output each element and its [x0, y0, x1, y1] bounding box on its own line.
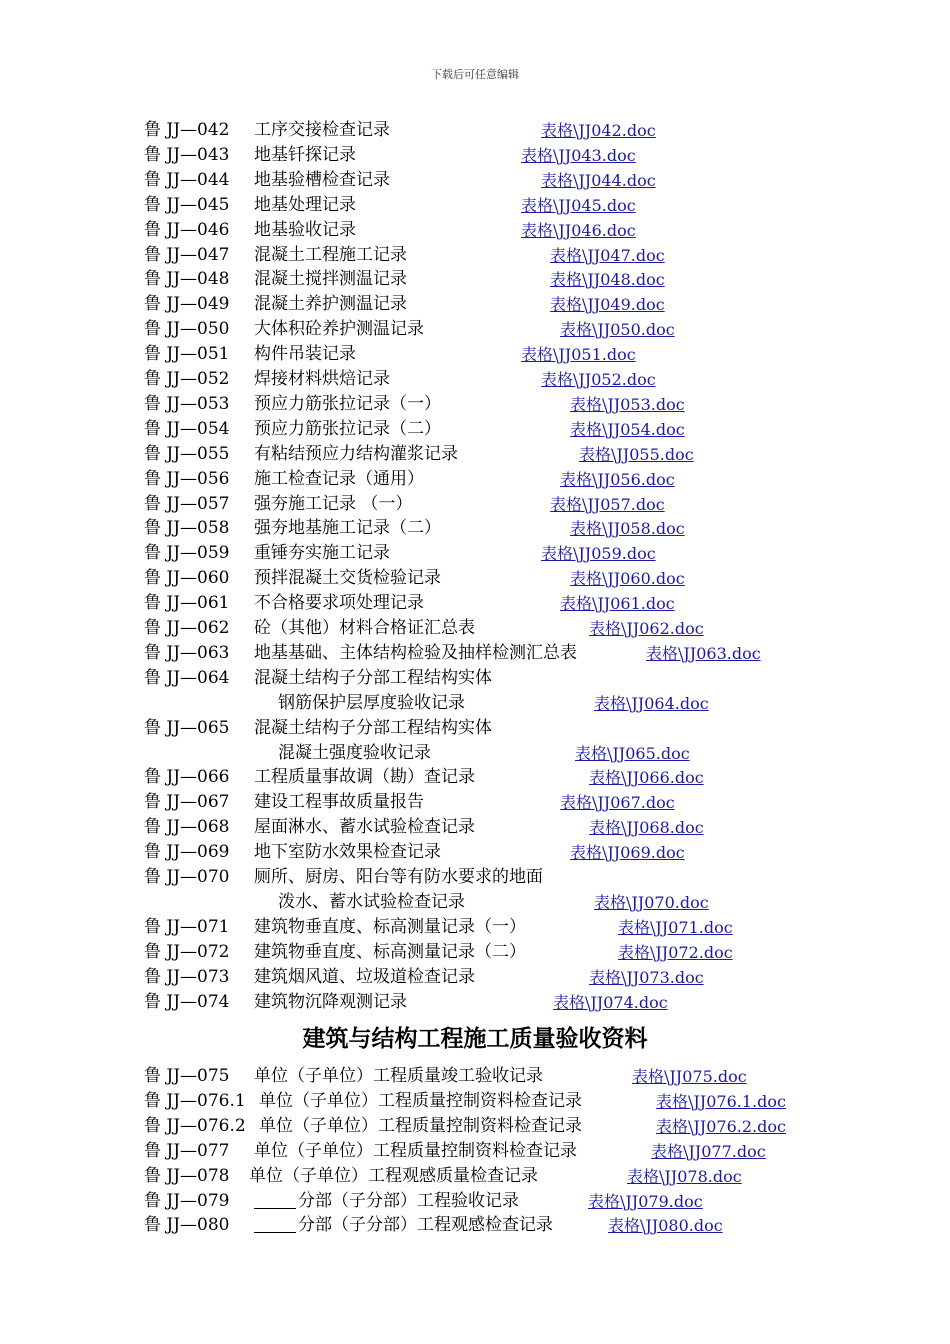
- form-link[interactable]: 表格\JJ046.doc: [521, 220, 636, 240]
- form-name-text: 单位（子单位）工程质量控制资料检查记录: [259, 1115, 582, 1136]
- form-link[interactable]: 表格\JJ067.doc: [560, 793, 675, 813]
- form-name: 预拌混凝土交货检验记录: [254, 568, 441, 589]
- form-code: 鲁 JJ—076.2: [144, 1115, 246, 1136]
- form-code: 鲁 JJ—045: [144, 194, 230, 215]
- section-title: 建筑与结构工程施工质量验收资料: [302, 1025, 648, 1052]
- form-name: 地下室防水效果检查记录: [254, 842, 441, 863]
- form-name: 工程质量事故调（勘）查记录: [254, 767, 475, 788]
- form-code: 鲁 JJ—043: [144, 144, 230, 165]
- blank-line: [254, 1214, 296, 1233]
- form-code: 鲁 JJ—054: [144, 418, 230, 439]
- form-code: 鲁 JJ—059: [144, 543, 230, 564]
- form-name: [254, 1213, 553, 1238]
- form-code: 鲁 JJ—046: [144, 219, 230, 240]
- form-name-text: 分部（子分部）工程验收记录: [298, 1190, 519, 1211]
- form-name: 建筑物垂直度、标高测量记录（一）: [254, 916, 526, 937]
- form-link[interactable]: 表格\JJ070.doc: [594, 892, 709, 912]
- form-code: 鲁 JJ—072: [144, 941, 230, 962]
- form-link[interactable]: 表格\JJ065.doc: [575, 743, 690, 763]
- form-name-text: 单位（子单位）工程质量控制资料检查记录: [259, 1090, 582, 1111]
- form-code: 鲁 JJ—055: [144, 443, 230, 464]
- list-item-continuation: [278, 691, 709, 716]
- form-code: 鲁 JJ—056: [144, 468, 230, 489]
- form-name: 砼（其他）材料合格证汇总表: [254, 618, 475, 638]
- form-name: 混凝土工程施工记录: [254, 244, 407, 265]
- form-name: 重锤夯实施工记录: [254, 543, 390, 564]
- form-name: 地基基础、主体结构检验及抽样检测汇总表: [254, 642, 577, 663]
- form-name-text: 单位（子单位）工程质量竣工验收记录: [254, 1066, 543, 1086]
- form-name: 工序交接检查记录: [254, 120, 390, 140]
- form-name: [259, 1114, 582, 1139]
- form-code: 鲁 JJ—074: [144, 991, 230, 1012]
- form-link[interactable]: 表格\JJ068.doc: [589, 818, 704, 838]
- form-code: 鲁 JJ—078: [144, 1165, 230, 1186]
- form-name: 混凝土结构子分部工程结构实体: [254, 667, 492, 688]
- form-link[interactable]: 表格\JJ076.2.doc: [656, 1116, 786, 1136]
- form-name: 建筑物垂直度、标高测量记录（二）: [254, 941, 526, 962]
- form-code: 鲁 JJ—080: [144, 1215, 230, 1236]
- form-name: 预应力筋张拉记录（一）: [254, 393, 441, 414]
- form-code: 鲁 JJ—061: [144, 593, 230, 614]
- form-name: [254, 1064, 543, 1089]
- form-link[interactable]: 表格\JJ069.doc: [570, 843, 685, 863]
- form-link[interactable]: 表格\JJ053.doc: [570, 394, 685, 414]
- form-link[interactable]: 表格\JJ058.doc: [570, 519, 685, 539]
- form-name: 不合格要求项处理记录: [254, 593, 424, 614]
- form-name: 强夯施工记录 （一）: [254, 493, 413, 514]
- form-name: 建设工程事故质量报告: [254, 792, 424, 813]
- form-name: 地基钎探记录: [254, 144, 356, 165]
- form-name-text: 分部（子分部）工程观感检查记录: [298, 1215, 553, 1236]
- form-link[interactable]: 表格\JJ052.doc: [541, 370, 656, 389]
- form-link[interactable]: 表格\JJ063.doc: [646, 643, 761, 663]
- form-link[interactable]: 表格\JJ042.doc: [541, 121, 656, 140]
- form-name: 强夯地基施工记录（二）: [254, 518, 441, 539]
- form-code: 鲁 JJ—053: [144, 393, 230, 414]
- form-link[interactable]: 表格\JJ073.doc: [589, 967, 704, 987]
- form-code: 鲁 JJ—065: [144, 717, 230, 738]
- form-name: 混凝土搅拌测温记录: [254, 269, 407, 290]
- form-name: 厕所、厨房、阳台等有防水要求的地面: [254, 867, 543, 887]
- form-name: 预应力筋张拉记录（二）: [254, 418, 441, 439]
- form-link[interactable]: 表格\JJ051.doc: [521, 345, 636, 365]
- form-link[interactable]: 表格\JJ064.doc: [594, 693, 709, 713]
- form-code: 鲁 JJ—075: [144, 1066, 230, 1086]
- form-name: 构件吊装记录: [254, 344, 356, 365]
- form-code: 鲁 JJ—066: [144, 767, 230, 788]
- form-link[interactable]: 表格\JJ057.doc: [550, 494, 665, 514]
- form-link[interactable]: 表格\JJ043.doc: [521, 145, 636, 165]
- form-link[interactable]: 表格\JJ059.doc: [541, 544, 656, 564]
- form-link[interactable]: 表格\JJ055.doc: [579, 444, 694, 464]
- form-link[interactable]: 表格\JJ072.doc: [618, 942, 733, 962]
- form-code: 鲁 JJ—057: [144, 493, 230, 514]
- form-code: 鲁 JJ—052: [144, 369, 230, 389]
- form-link[interactable]: 表格\JJ047.doc: [550, 245, 665, 265]
- form-code: 鲁 JJ—042: [144, 120, 230, 140]
- form-name: 有粘结预应力结构灌浆记录: [254, 443, 458, 464]
- form-name: 大体积砼养护测温记录: [254, 319, 424, 340]
- form-link[interactable]: 表格\JJ076.1.doc: [656, 1091, 786, 1111]
- form-code: 鲁 JJ—044: [144, 169, 230, 190]
- form-name-continued: 钢筋保护层厚度验收记录: [278, 692, 465, 713]
- form-link[interactable]: 表格\JJ060.doc: [570, 569, 685, 589]
- form-link[interactable]: 表格\JJ074.doc: [553, 992, 668, 1012]
- list-item-continuation: [278, 741, 690, 766]
- form-link[interactable]: 表格\JJ048.doc: [550, 270, 665, 290]
- form-code: 鲁 JJ—062: [144, 618, 230, 638]
- form-link[interactable]: 表格\JJ061.doc: [560, 594, 675, 614]
- form-code: 鲁 JJ—068: [144, 817, 230, 838]
- form-link[interactable]: 表格\JJ080.doc: [608, 1216, 723, 1236]
- page-header: 下载后可任意编辑: [431, 68, 519, 81]
- form-name-continued: 混凝土强度验收记录: [278, 742, 431, 763]
- form-name: [249, 1164, 538, 1189]
- form-code: 鲁 JJ—048: [144, 269, 230, 290]
- form-code: 鲁 JJ—079: [144, 1190, 230, 1211]
- form-link[interactable]: 表格\JJ062.doc: [589, 619, 704, 638]
- form-code: 鲁 JJ—071: [144, 916, 230, 937]
- form-link[interactable]: 表格\JJ079.doc: [588, 1191, 703, 1211]
- form-name: 建筑烟风道、垃圾道检查记录: [254, 966, 475, 987]
- list-item-continuation: [278, 890, 709, 915]
- form-link[interactable]: 表格\JJ050.doc: [560, 320, 675, 340]
- form-code: 鲁 JJ—064: [144, 667, 230, 688]
- form-link[interactable]: 表格\JJ056.doc: [560, 469, 675, 489]
- form-code: 鲁 JJ—073: [144, 966, 230, 987]
- form-name-continued: 泼水、蓄水试验检查记录: [278, 891, 465, 912]
- form-link[interactable]: 表格\JJ075.doc: [632, 1067, 747, 1086]
- form-code: 鲁 JJ—050: [144, 319, 230, 340]
- form-code: 鲁 JJ—049: [144, 294, 230, 315]
- form-name-text: 单位（子单位）工程质量控制资料检查记录: [254, 1140, 577, 1161]
- form-code: 鲁 JJ—070: [144, 867, 230, 887]
- form-code: 鲁 JJ—047: [144, 244, 230, 265]
- form-code: 鲁 JJ—067: [144, 792, 230, 813]
- form-code: 鲁 JJ—060: [144, 568, 230, 589]
- form-link[interactable]: 表格\JJ071.doc: [618, 917, 733, 937]
- form-name: [259, 1089, 582, 1114]
- form-code: 鲁 JJ—063: [144, 642, 230, 663]
- form-name: [254, 1189, 519, 1214]
- form-name-text: 单位（子单位）工程观感质量检查记录: [249, 1165, 538, 1186]
- form-name: 混凝土结构子分部工程结构实体: [254, 717, 492, 738]
- form-name: 地基验收记录: [254, 219, 356, 240]
- form-link[interactable]: 表格\JJ049.doc: [550, 295, 665, 315]
- form-name: 屋面淋水、蓄水试验检查记录: [254, 817, 475, 838]
- blank-line: [254, 1190, 296, 1209]
- form-code: 鲁 JJ—058: [144, 518, 230, 539]
- form-name: [254, 1139, 577, 1164]
- form-name: 建筑物沉降观测记录: [254, 991, 407, 1012]
- form-name: 施工检查记录（通用）: [254, 468, 424, 489]
- form-code: 鲁 JJ—076.1: [144, 1090, 246, 1111]
- form-code: 鲁 JJ—051: [144, 344, 230, 365]
- form-link[interactable]: 表格\JJ066.doc: [589, 768, 704, 788]
- form-link[interactable]: 表格\JJ078.doc: [627, 1166, 742, 1186]
- form-link[interactable]: 表格\JJ077.doc: [651, 1141, 766, 1161]
- form-link[interactable]: 表格\JJ045.doc: [521, 195, 636, 215]
- form-link[interactable]: 表格\JJ044.doc: [541, 170, 656, 190]
- form-name: 地基处理记录: [254, 194, 356, 215]
- form-code: 鲁 JJ—069: [144, 842, 230, 863]
- form-code: 鲁 JJ—077: [144, 1140, 230, 1161]
- form-name: 地基验槽检查记录: [254, 169, 390, 190]
- form-name: 焊接材料烘焙记录: [254, 369, 390, 389]
- form-link[interactable]: 表格\JJ054.doc: [570, 419, 685, 439]
- form-name: 混凝土养护测温记录: [254, 294, 407, 315]
